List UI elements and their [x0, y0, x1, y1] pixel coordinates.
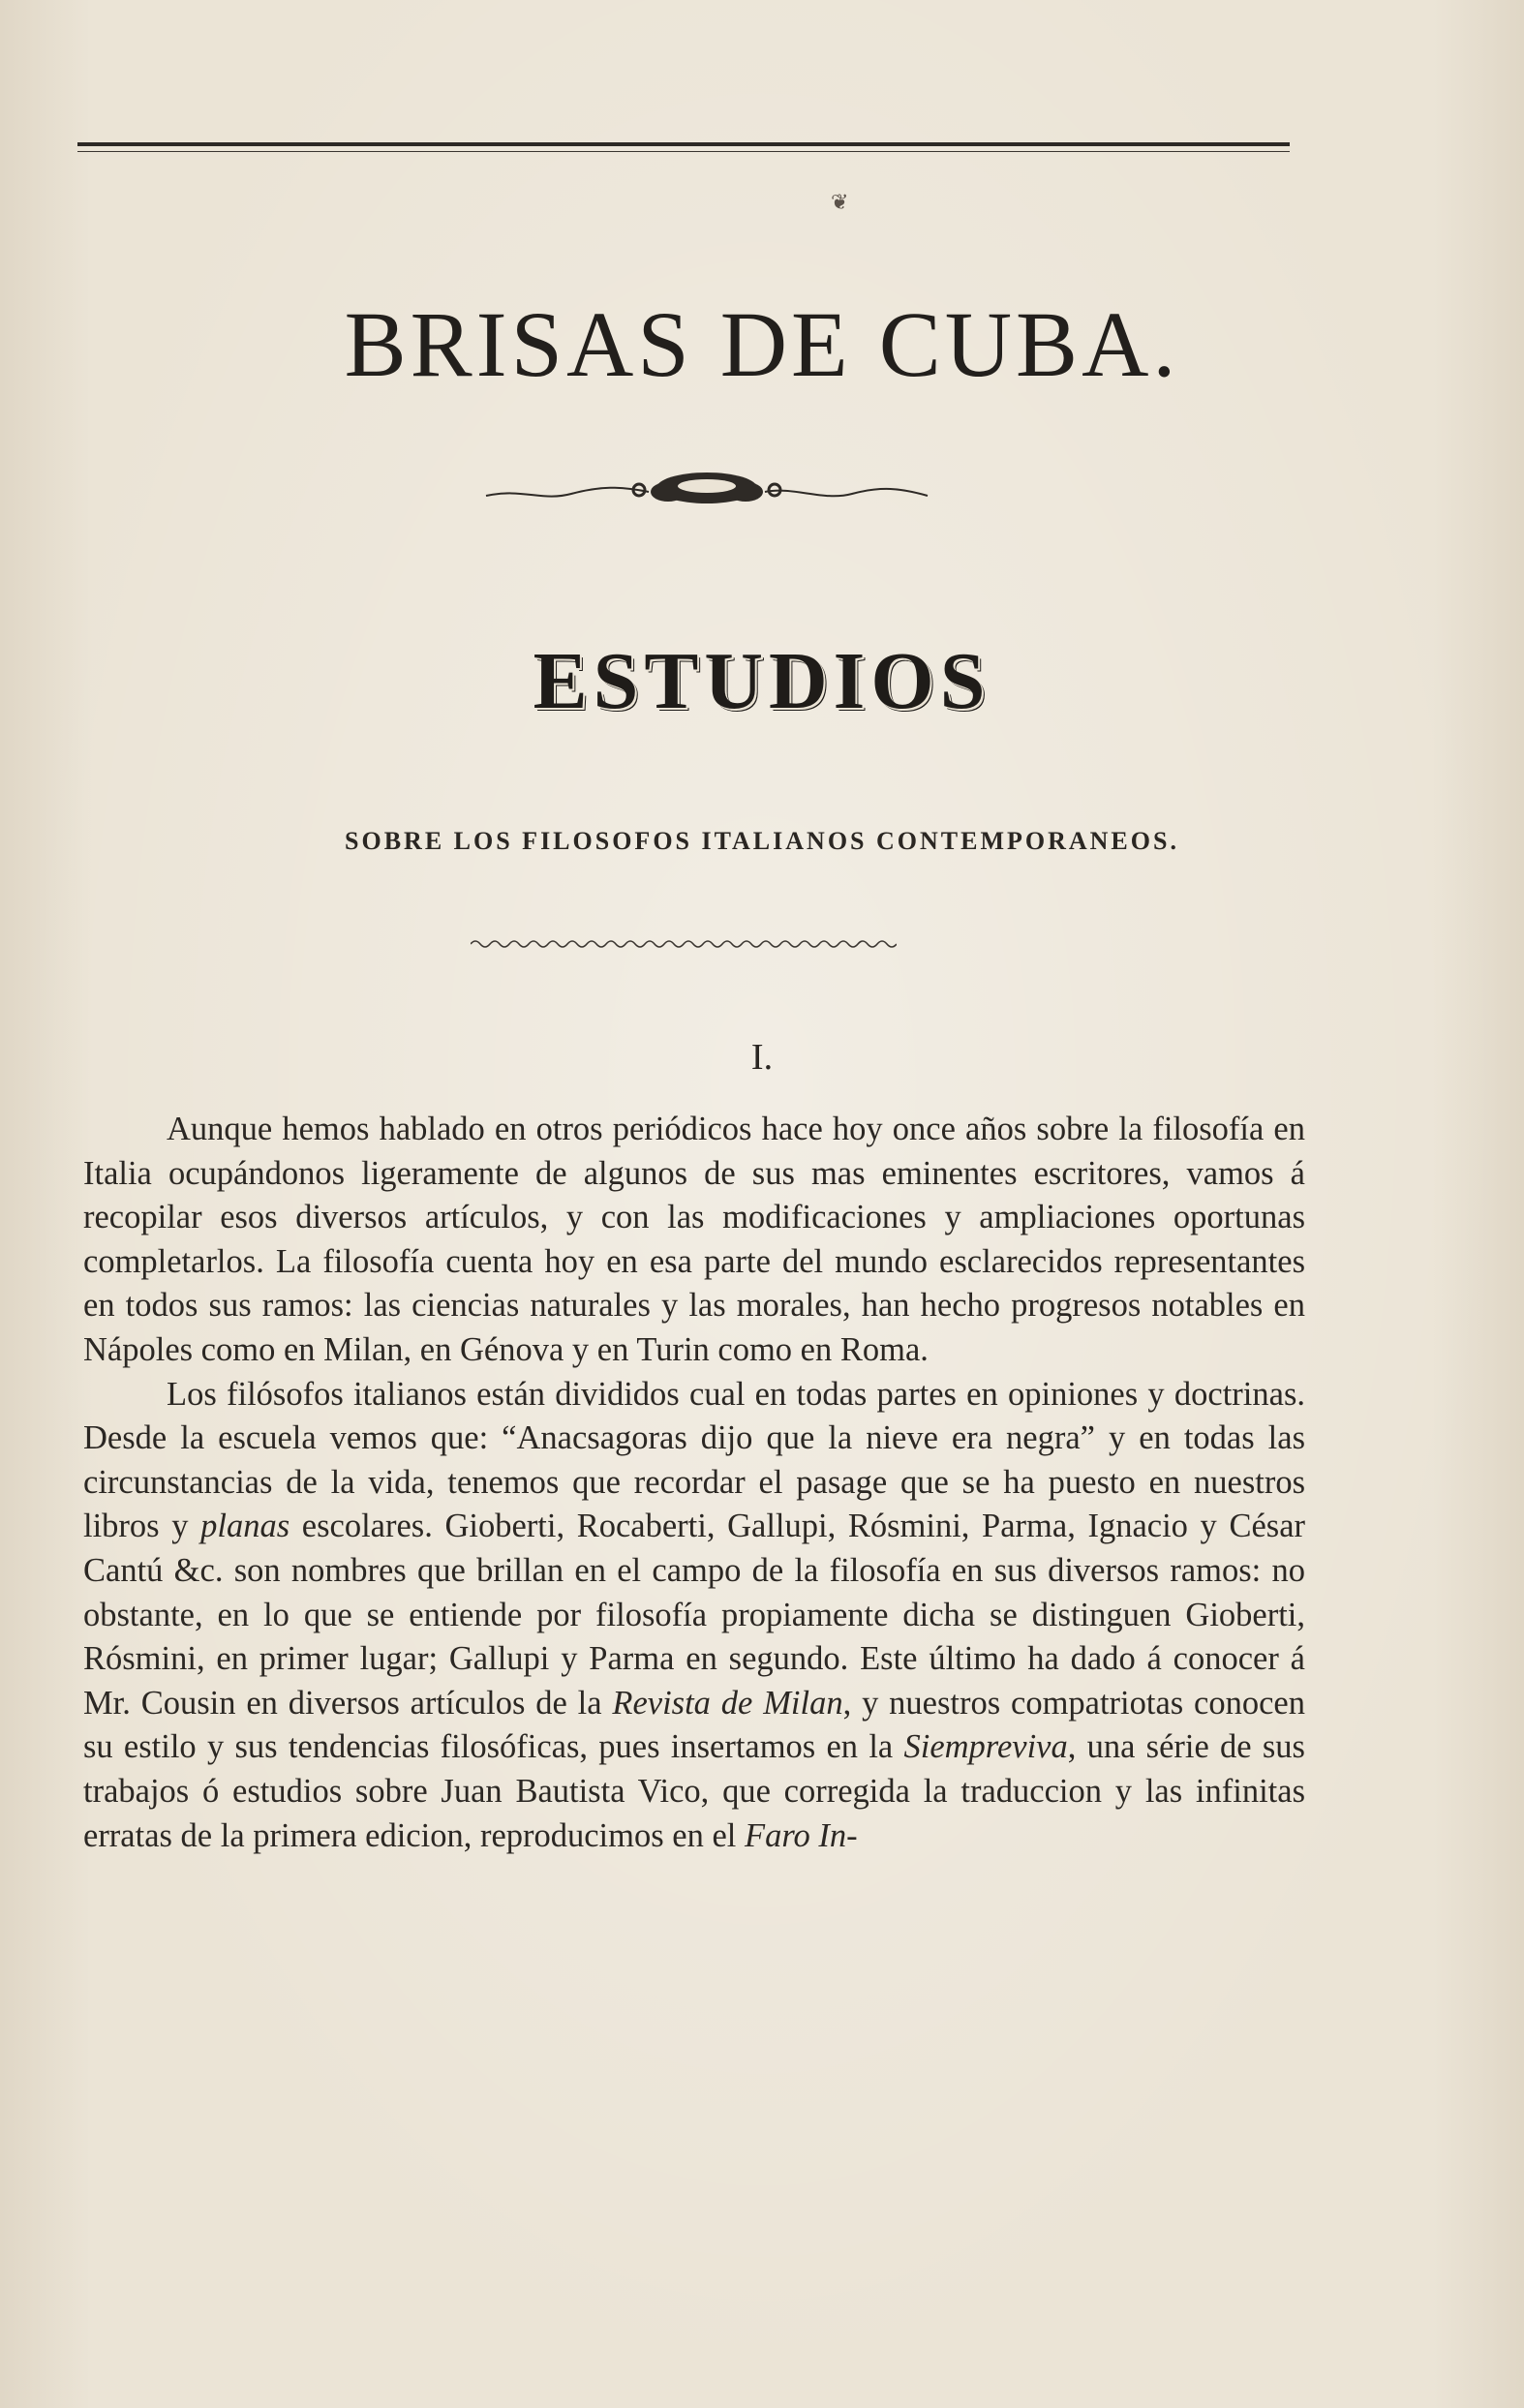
italic-planas: planas — [200, 1508, 290, 1545]
paragraph-2-part-e: , y nuestros compatriotas conocen su estilo y sus tendencias filosóficas, pues insertamos en la — [83, 1684, 1305, 1766]
top-rule-thin — [77, 151, 1290, 152]
paragraph-2-part-g: , una série de sus trabajos ó estudios sobre Juan Bautista Vico, que corregida la traduccion y las infinitas erratas de la primera edicion, reproducimos en el — [83, 1728, 1305, 1854]
chapter-numeral: I. — [750, 1037, 774, 1078]
paragraph-2-part-c: escolares. Gioberti, Rocaberti, Gallupi, Rósmini, Parma, Ignacio y César Cantú &c. son nombres que brillan en el campo de la filosofía en sus diversos ramos: no obstante, en lo que se entiende por filosofía propiamente dicha se distinguen Gioberti, Rósmini, en primer lugar; Gallupi y Parma en segundo. Este último ha dado á conocer á Mr. Cousin en diversos artículos de la — [83, 1508, 1305, 1722]
paragraph-2 — [83, 1373, 1305, 1859]
wavy-rule-icon — [471, 937, 897, 951]
italic-revista: Revista de Milan — [612, 1684, 843, 1722]
italic-faro: Faro In- — [745, 1816, 858, 1854]
top-rule — [77, 142, 1290, 146]
paragraph-2-part-a: Los filósofos italianos están divididos cual en todas partes en opiniones y doctrinas. Desde la escuela vemos que: “Anacsagoras dijo que la nieve era negra” y en todas las circunstancias de la vida, tenemos que recordar el pasage que se ha puesto en nuestros libros y — [83, 1375, 1305, 1545]
section-heading: ESTUDIOS — [533, 636, 991, 726]
page-title: BRISAS DE CUBA. — [344, 292, 1180, 396]
small-ornament-icon: ❦ — [831, 190, 849, 214]
italic-siempreviva: Siempreviva — [903, 1728, 1068, 1766]
flourish-ornament-icon — [484, 467, 930, 511]
body-text — [83, 1108, 1305, 1858]
paragraph-1: Aunque hemos hablado en otros periódicos hace hoy once años sobre la filosofía en Italia ocupándonos ligeramente de algunos de sus mas eminentes escritores, vamos á recopilar esos diversos artículos, y con las modificaciones y ampliaciones oportunas completarlos. La filosofía cuenta hoy en esa parte del mundo esclarecidos representantes en todos sus ramos: las ciencias naturales y las morales, han hecho progresos notables en Nápoles como en Milan, en Génova y en Turin como en Roma. — [83, 1111, 1305, 1368]
section-subtitle: SOBRE LOS FILOSOFOS ITALIANOS CONTEMPORANEOS. — [345, 827, 1179, 855]
